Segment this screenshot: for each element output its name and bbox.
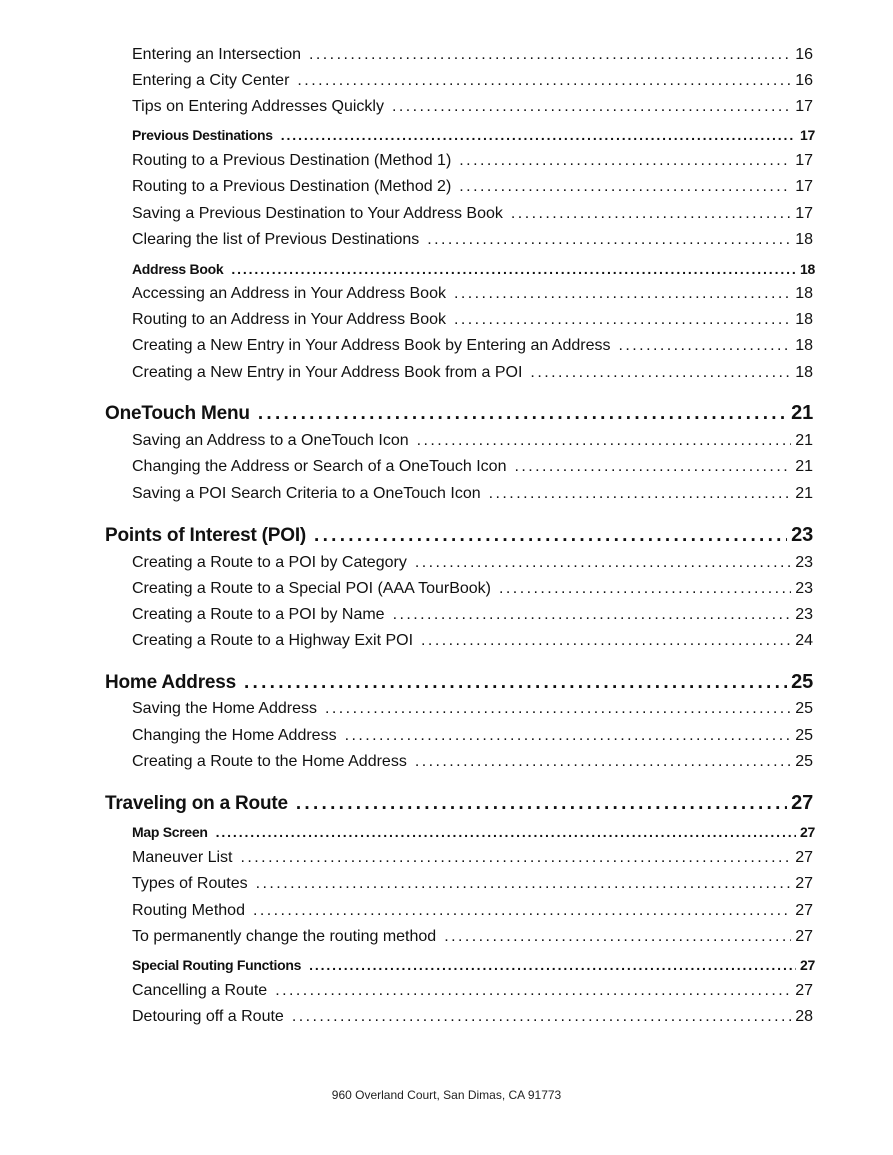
toc-dot-leader xyxy=(258,403,787,425)
toc-subsection-entry[interactable] xyxy=(132,928,813,950)
toc-page-number: 23 xyxy=(795,606,813,623)
toc-dot-leader xyxy=(530,364,791,382)
toc-entry-title: Points of Interest (POI) xyxy=(105,525,307,546)
footer-address: 960 Overland Court, San Dimas, CA 91773 xyxy=(331,1088,562,1102)
toc-page-number: 18 xyxy=(795,337,813,354)
toc-subsection-entry[interactable] xyxy=(132,311,813,333)
toc-entry-title: Special Routing Functions xyxy=(132,957,302,973)
toc-page-number: 27 xyxy=(800,957,815,973)
toc-page-number: 18 xyxy=(795,311,813,328)
toc-entry-title: Creating a New Entry in Your Address Book from a POI xyxy=(132,364,523,381)
toc-page-number: 27 xyxy=(800,824,815,840)
toc-subsection-entry[interactable] xyxy=(132,700,813,722)
toc-subsection-entry[interactable] xyxy=(132,902,813,924)
toc-page-number: 24 xyxy=(795,632,813,649)
toc-chapter-entry[interactable] xyxy=(105,792,813,818)
toc-subsection-entry[interactable] xyxy=(132,875,813,897)
toc-entry-title: Saving the Home Address xyxy=(132,700,317,717)
toc-entry-title: Traveling on a Route xyxy=(105,793,288,814)
toc-page-number: 17 xyxy=(795,205,813,222)
toc-page-number: 25 xyxy=(795,753,813,770)
toc-subsection-entry[interactable] xyxy=(132,580,813,602)
toc-dot-leader xyxy=(253,902,791,920)
toc-page-number: 17 xyxy=(795,98,813,115)
toc-entry-title: Routing to a Previous Destination (Method 1) xyxy=(132,152,452,169)
toc-page-number: 27 xyxy=(791,792,813,814)
toc-subsection-entry[interactable] xyxy=(132,849,813,871)
toc-entry-title: Creating a Route to a Highway Exit POI xyxy=(132,632,414,649)
toc-dot-leader xyxy=(314,525,787,547)
toc-dot-leader xyxy=(297,72,791,90)
toc-entry-title: Entering a City Center xyxy=(132,72,290,89)
toc-entry-title: Saving an Address to a OneTouch Icon xyxy=(132,432,409,449)
toc-entry-title: Previous Destinations xyxy=(132,127,273,143)
toc-dot-leader xyxy=(415,554,791,572)
toc-entry-title: Creating a Route to the Home Address xyxy=(132,753,407,770)
toc-page-number: 23 xyxy=(795,580,813,597)
toc-dot-leader xyxy=(231,261,796,277)
toc-entry-title: Entering an Intersection xyxy=(132,46,301,63)
toc-dot-leader xyxy=(216,824,796,840)
toc-page-number: 18 xyxy=(795,231,813,248)
toc-entry-title: Cancelling a Route xyxy=(132,982,268,999)
toc-page-number: 21 xyxy=(791,402,813,424)
toc-entry-title: Clearing the list of Previous Destinations xyxy=(132,231,420,248)
toc-entry-title: Saving a Previous Destination to Your Address Book xyxy=(132,205,503,222)
toc-dot-leader xyxy=(292,1008,791,1026)
toc-entry-title: Accessing an Address in Your Address Book xyxy=(132,285,446,302)
toc-page-number: 23 xyxy=(795,554,813,571)
toc-entry-title: Changing the Address or Search of a OneTouch Icon xyxy=(132,458,507,475)
toc-dot-leader xyxy=(345,727,792,745)
toc-dot-leader xyxy=(417,432,792,450)
toc-entry-title: Routing to a Previous Destination (Method 2) xyxy=(132,178,452,195)
toc-page-number: 17 xyxy=(795,152,813,169)
toc-subsection-entry[interactable] xyxy=(132,178,813,200)
toc-entry-title: Creating a New Entry in Your Address Book by Entering an Address xyxy=(132,337,611,354)
toc-dot-leader xyxy=(421,632,791,650)
toc-dot-leader xyxy=(514,458,791,476)
toc-dot-leader xyxy=(244,672,787,694)
toc-chapter-entry[interactable] xyxy=(105,524,813,550)
toc-section-entry[interactable] xyxy=(132,957,815,977)
toc-dot-leader xyxy=(309,46,791,64)
toc-dot-leader xyxy=(427,231,791,249)
toc-dot-leader xyxy=(256,875,792,893)
toc-dot-leader xyxy=(619,337,792,355)
toc-entry-title: OneTouch Menu xyxy=(105,403,250,424)
toc-page-number: 23 xyxy=(791,524,813,546)
toc-section-entry[interactable] xyxy=(132,824,815,844)
toc-page-number: 16 xyxy=(795,46,813,63)
toc-page-number: 16 xyxy=(795,72,813,89)
toc-section-entry[interactable] xyxy=(132,261,815,281)
toc-dot-leader xyxy=(392,98,791,116)
toc-subsection-entry[interactable] xyxy=(132,432,813,454)
toc-entry-title: Map Screen xyxy=(132,824,208,840)
toc-dot-leader xyxy=(459,152,791,170)
toc-subsection-entry[interactable] xyxy=(132,554,813,576)
toc-subsection-entry[interactable] xyxy=(132,285,813,307)
toc-entry-title: Home Address xyxy=(105,672,236,693)
toc-subsection-entry[interactable] xyxy=(132,98,813,120)
toc-entry-title: Saving a POI Search Criteria to a OneTouch Icon xyxy=(132,485,481,502)
toc-dot-leader xyxy=(444,928,791,946)
toc-entry-title: Detouring off a Route xyxy=(132,1008,284,1025)
toc-subsection-entry[interactable] xyxy=(132,458,813,480)
toc-entry-title: Creating a Route to a POI by Category xyxy=(132,554,407,571)
toc-subsection-entry[interactable] xyxy=(132,606,813,628)
toc-dot-leader xyxy=(281,127,796,143)
toc-subsection-entry[interactable] xyxy=(132,152,813,174)
toc-subsection-entry[interactable] xyxy=(132,485,813,507)
toc-dot-leader xyxy=(393,606,792,624)
toc-entry-title: Tips on Entering Addresses Quickly xyxy=(132,98,384,115)
toc-dot-leader xyxy=(296,793,787,815)
toc-entry-title: Maneuver List xyxy=(132,849,233,866)
toc-page-number: 27 xyxy=(795,875,813,892)
toc-page-number: 27 xyxy=(795,902,813,919)
toc-subsection-entry[interactable] xyxy=(132,982,813,1004)
toc-entry-title: Types of Routes xyxy=(132,875,248,892)
toc-page-number: 25 xyxy=(795,727,813,744)
toc-subsection-entry[interactable] xyxy=(132,727,813,749)
toc-subsection-entry[interactable] xyxy=(132,72,813,94)
toc-entry-title: Creating a Route to a POI by Name xyxy=(132,606,385,623)
toc-page-number: 17 xyxy=(795,178,813,195)
toc-subsection-entry[interactable] xyxy=(132,1008,813,1030)
toc-entry-title: Routing to an Address in Your Address Book xyxy=(132,311,446,328)
toc-page-number: 27 xyxy=(795,928,813,945)
toc-chapter-entry[interactable] xyxy=(105,671,813,697)
toc-subsection-entry[interactable] xyxy=(132,205,813,227)
toc-entry-title: To permanently change the routing method xyxy=(132,928,437,945)
toc-chapter-entry[interactable] xyxy=(105,402,813,428)
toc-dot-leader xyxy=(459,178,791,196)
toc-entry-title: Address Book xyxy=(132,261,224,277)
toc-page-number: 17 xyxy=(800,127,815,143)
toc-page-number: 18 xyxy=(800,261,815,277)
toc-page-number: 18 xyxy=(795,364,813,381)
toc-subsection-entry[interactable] xyxy=(132,46,813,68)
toc-subsection-entry[interactable] xyxy=(132,753,813,775)
toc-page-number: 27 xyxy=(795,982,813,999)
toc-page-number: 28 xyxy=(795,1008,813,1025)
toc-page-number: 18 xyxy=(795,285,813,302)
toc-section-entry[interactable] xyxy=(132,127,815,147)
toc-page-number: 21 xyxy=(795,458,813,475)
toc-subsection-entry[interactable] xyxy=(132,337,813,359)
toc-subsection-entry[interactable] xyxy=(132,632,813,654)
toc-dot-leader xyxy=(454,285,791,303)
toc-page-number: 25 xyxy=(791,671,813,693)
toc-dot-leader xyxy=(454,311,791,329)
toc-dot-leader xyxy=(415,753,791,771)
toc-page-number: 27 xyxy=(795,849,813,866)
toc-dot-leader xyxy=(325,700,791,718)
toc-dot-leader xyxy=(511,205,791,223)
toc-subsection-entry[interactable] xyxy=(132,364,813,386)
toc-entry-title: Changing the Home Address xyxy=(132,727,337,744)
toc-entry-title: Routing Method xyxy=(132,902,245,919)
toc-entry-title: Creating a Route to a Special POI (AAA TourBook) xyxy=(132,580,492,597)
toc-dot-leader xyxy=(241,849,792,867)
toc-page-number: 25 xyxy=(795,700,813,717)
toc-subsection-entry[interactable] xyxy=(132,231,813,253)
toc-page-number: 21 xyxy=(795,485,813,502)
toc-dot-leader xyxy=(275,982,791,1000)
toc-dot-leader xyxy=(309,957,796,973)
toc-dot-leader xyxy=(489,485,792,503)
toc-dot-leader xyxy=(499,580,791,598)
toc-page-number: 21 xyxy=(795,432,813,449)
